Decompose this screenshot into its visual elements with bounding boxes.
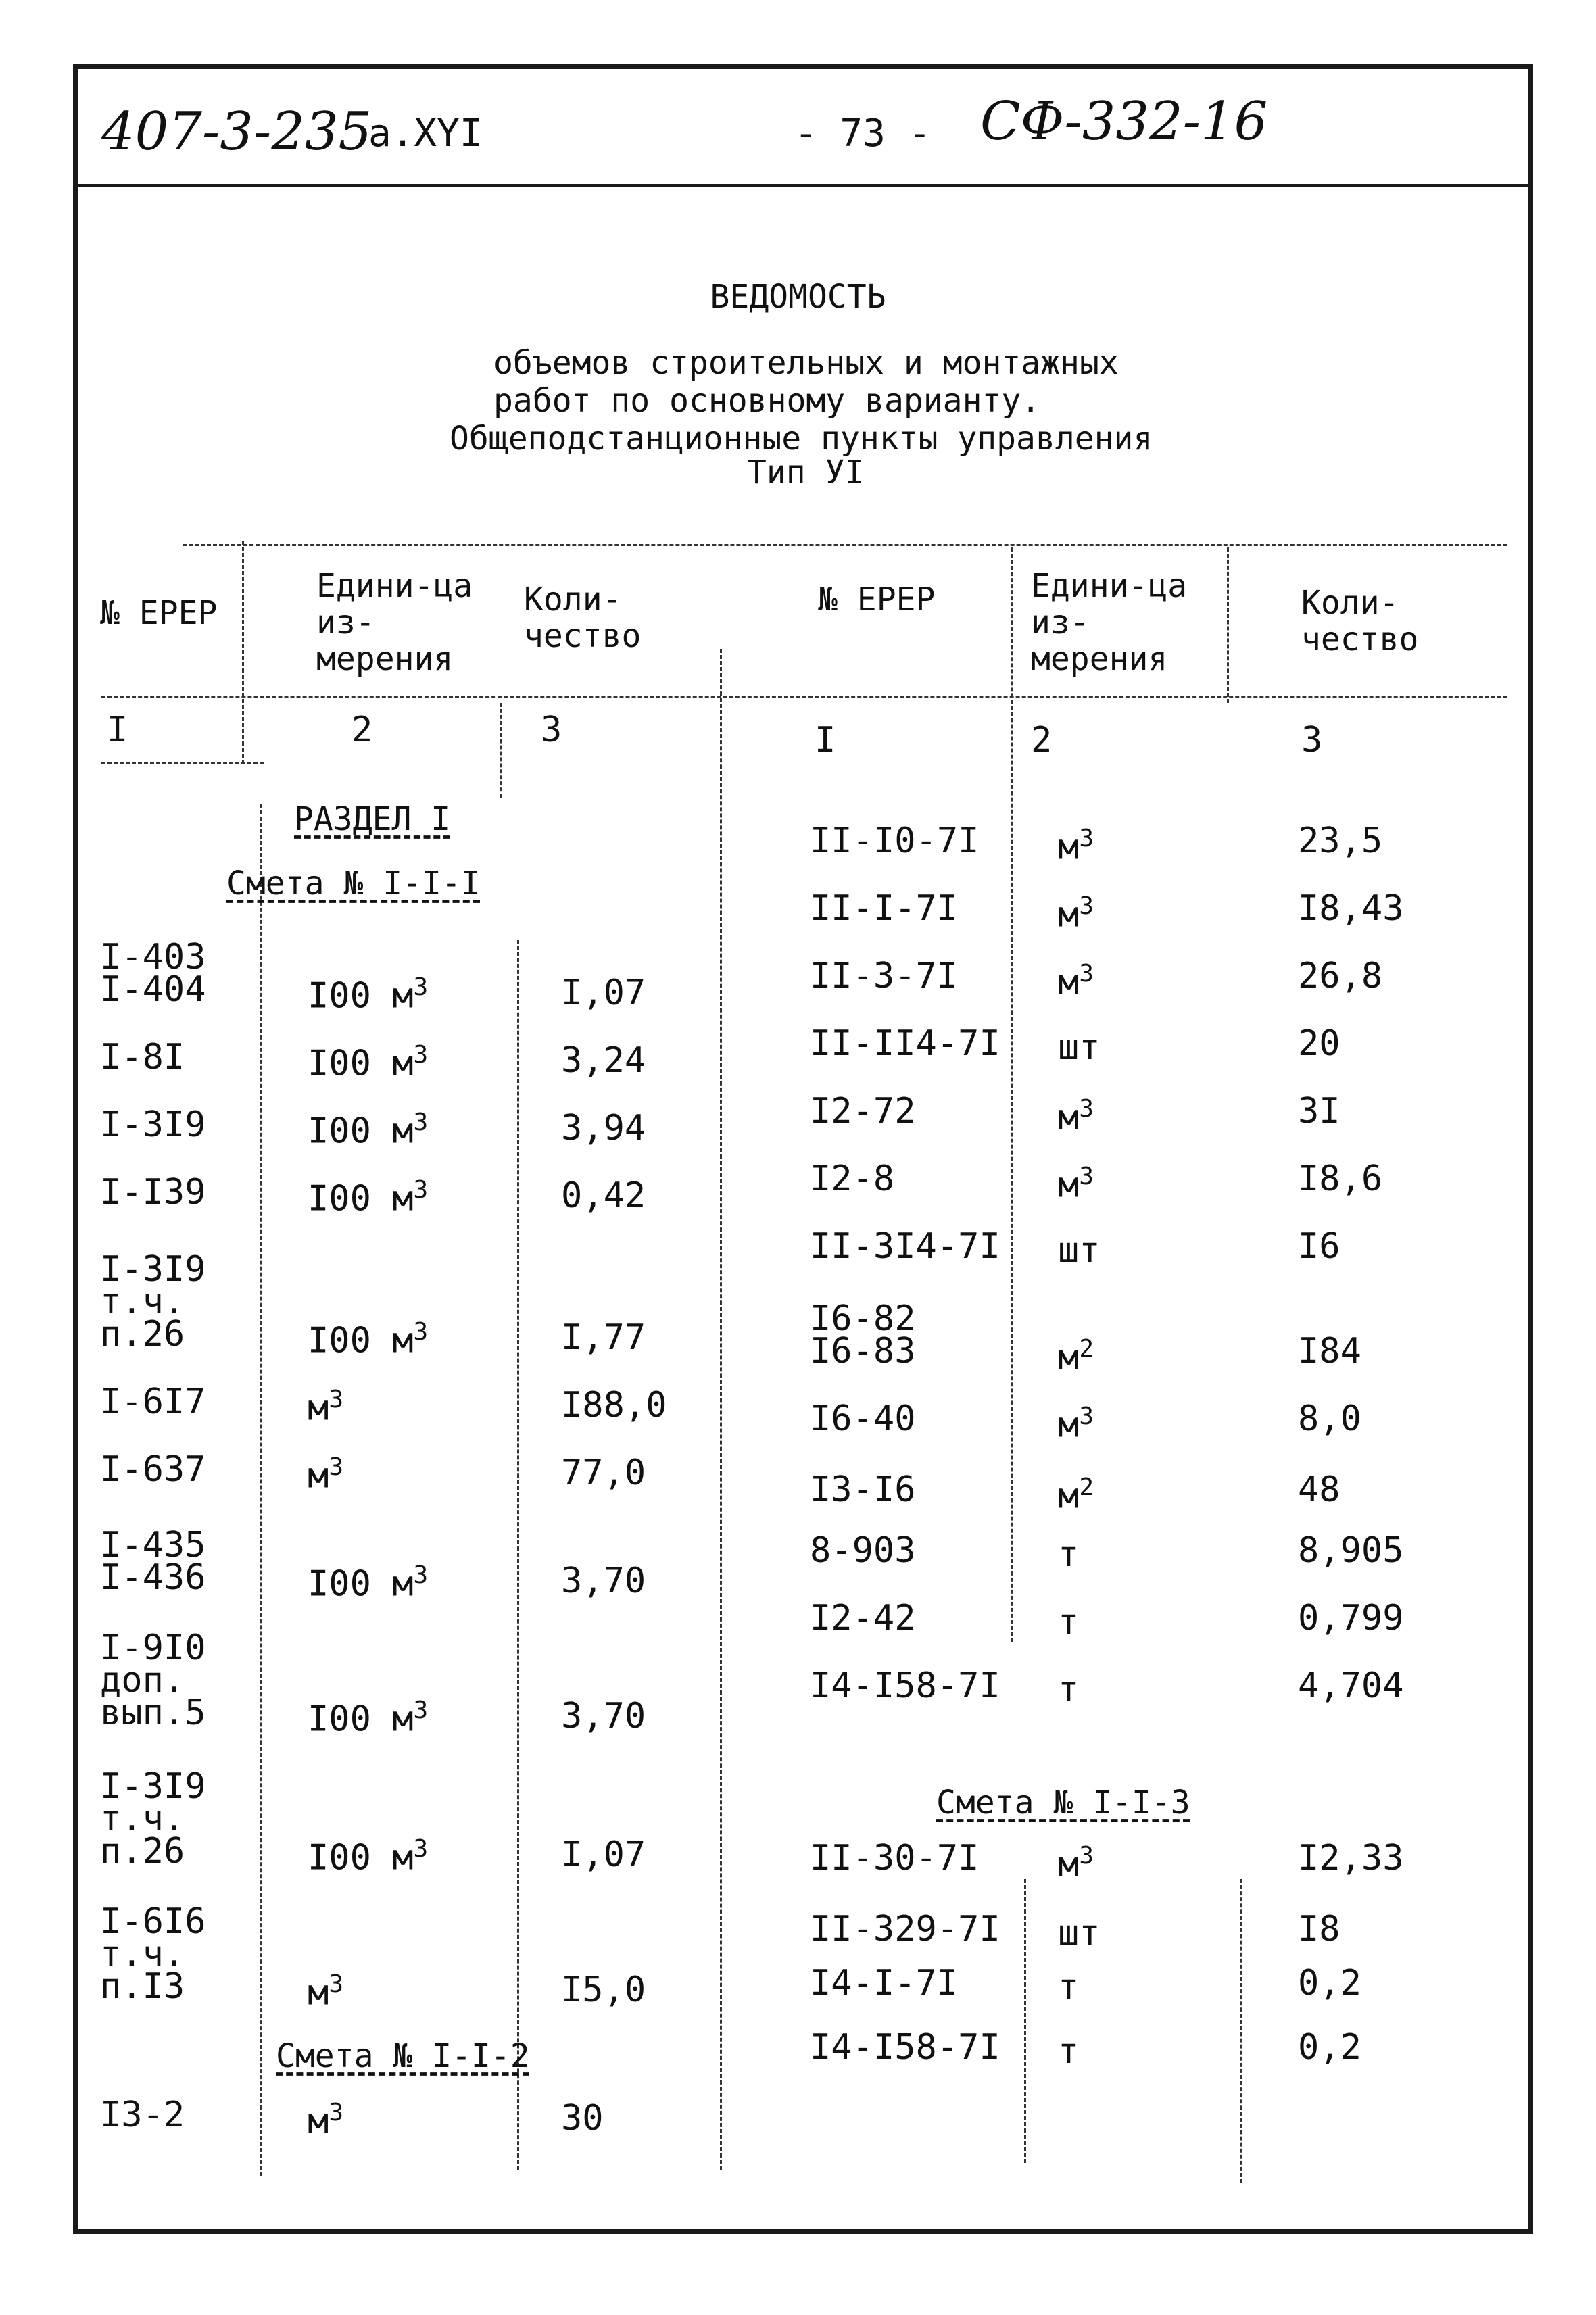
col-header-unit-right: Едини-ца из-мерения	[1031, 567, 1188, 678]
qty-cell: I6	[1298, 1226, 1340, 1267]
col-divider	[242, 541, 244, 764]
unit-exponent: 3	[413, 1697, 429, 1724]
col-number-1-right: I	[815, 720, 836, 760]
col-header-unit: Едини-ца из-мерения	[316, 567, 473, 678]
qty-cell: I2,33	[1298, 1838, 1404, 1878]
qty-cell: I84	[1298, 1331, 1361, 1371]
unit-cell	[1058, 1913, 1101, 1953]
ref-cell: I6-82 I6-83	[810, 1298, 916, 1371]
unit-cell	[308, 1176, 428, 1219]
unit-cell	[1058, 892, 1094, 935]
unit-exponent: 3	[1079, 825, 1094, 852]
unit-text: м	[308, 1455, 329, 1496]
unit-text: I00 м	[308, 1043, 414, 1084]
unit-text: I00 м	[308, 975, 414, 1017]
header-rule	[73, 184, 1533, 187]
ref-cell: I6-40	[810, 1398, 916, 1439]
unit-text: т	[1058, 1534, 1080, 1575]
ref-cell: II-3I4-7I	[810, 1226, 1000, 1267]
unit-cell	[308, 1453, 343, 1496]
unit-text: I00 м	[308, 1320, 414, 1361]
col-number-1: I	[107, 710, 128, 750]
estimate-heading-3: Смета № I-I-3	[936, 1784, 1190, 1822]
unit-cell	[308, 1386, 343, 1428]
qty-cell: 23,5	[1298, 821, 1383, 861]
unit-text: шт	[1058, 1027, 1101, 1068]
unit-cell	[1058, 1670, 1079, 1710]
ref-cell: I2-72	[810, 1091, 916, 1131]
qty-cell: 26,8	[1298, 956, 1383, 996]
unit-text: м	[308, 1388, 329, 1429]
unit-text: м	[1058, 962, 1080, 1003]
qty-cell: 48	[1298, 1469, 1340, 1510]
estimate-heading-1: Смета № I-I-I	[226, 864, 481, 902]
unit-text: м	[1058, 894, 1080, 935]
unit-cell	[308, 973, 428, 1016]
unit-text: I00 м	[308, 1837, 414, 1878]
ref-cell: I4-I-7I	[810, 1963, 959, 2003]
ref-cell: I-403 I-404	[100, 937, 206, 1010]
qty-cell: 20	[1298, 1023, 1340, 1064]
ref-cell: II-I-7I	[810, 888, 959, 929]
unit-exponent: 3	[1079, 1842, 1094, 1870]
unit-exponent: 3	[329, 1386, 343, 1413]
unit-cell	[1058, 1842, 1094, 1884]
unit-text: т	[1058, 1670, 1080, 1710]
ref-cell: II-329-7I	[810, 1909, 1000, 1949]
unit-text: т	[1058, 1602, 1080, 1642]
album-label: а.XYI	[368, 112, 483, 155]
col-divider	[1024, 1879, 1026, 2163]
unit-text: I00 м	[308, 1111, 414, 1152]
unit-text: м	[1058, 1337, 1080, 1378]
unit-exponent: 3	[329, 2099, 343, 2126]
unit-exponent: 3	[413, 1561, 429, 1589]
qty-cell: 0,799	[1298, 1598, 1404, 1638]
unit-text: м	[308, 1972, 329, 2014]
qty-cell: 0,42	[561, 1175, 646, 1216]
column-number-rule	[101, 762, 264, 764]
qty-cell: 0,2	[1298, 2027, 1361, 2068]
col-divider	[500, 703, 502, 798]
qty-cell: 4,704	[1298, 1665, 1404, 1706]
unit-exponent: 2	[1079, 1473, 1094, 1501]
col-divider	[720, 649, 722, 2170]
ref-cell: I-I39	[100, 1172, 206, 1213]
qty-cell: 3I	[1298, 1091, 1340, 1131]
unit-exponent: 3	[413, 1041, 429, 1069]
unit-exponent: 3	[1079, 1163, 1094, 1190]
qty-cell: I8,43	[1298, 888, 1404, 929]
sheet-code: СФ-332-16	[980, 91, 1268, 152]
subtitle-line-3: Общеподстанционные пункты управления	[450, 420, 1153, 458]
unit-cell	[308, 1318, 428, 1361]
ref-cell: II-30-7I	[810, 1838, 980, 1878]
unit-text: шт	[1058, 1230, 1101, 1271]
unit-cell	[1058, 1335, 1094, 1378]
unit-cell	[1058, 2031, 1079, 2072]
unit-cell	[1058, 1534, 1079, 1575]
qty-cell: 3,94	[561, 1108, 646, 1148]
unit-text: I00 м	[308, 1699, 414, 1740]
unit-text: т	[1058, 2031, 1080, 2072]
unit-exponent: 3	[413, 973, 429, 1001]
subtitle-line-1: объемов строительных и монтажных	[493, 344, 1119, 382]
col-header-qty: Коли-чество	[524, 581, 642, 655]
ref-cell: I2-8	[810, 1159, 895, 1199]
qty-cell: 30	[561, 2098, 604, 2139]
unit-exponent: 3	[329, 1970, 343, 1998]
unit-exponent: 3	[413, 1176, 429, 1204]
unit-cell	[308, 1970, 343, 2013]
project-code: 407-3-235	[101, 101, 372, 162]
qty-cell: 77,0	[561, 1453, 646, 1493]
ref-cell: I2-42	[810, 1598, 916, 1638]
unit-cell	[1058, 1403, 1094, 1445]
unit-cell	[1058, 1027, 1101, 1068]
ref-cell: I-6I6 т.ч. п.I3	[100, 1901, 206, 2007]
ref-cell: 8-903	[810, 1530, 916, 1571]
unit-text: шт	[1058, 1913, 1101, 1953]
ref-cell: I-435 I-436	[100, 1525, 206, 1598]
unit-text: т	[1058, 1967, 1080, 2007]
unit-cell	[1058, 825, 1094, 867]
subtitle-line-4: Тип УI	[747, 454, 865, 491]
unit-cell	[1058, 1967, 1079, 2007]
ref-cell: I4-I58-7I	[810, 2027, 1000, 2068]
section-heading: РАЗДЕЛ I	[294, 800, 451, 838]
ref-cell: I4-I58-7I	[810, 1665, 1000, 1706]
unit-cell	[1058, 960, 1094, 1002]
col-divider	[517, 940, 519, 2170]
unit-exponent: 3	[413, 1108, 429, 1136]
unit-text: м	[1058, 827, 1080, 868]
qty-cell: I,07	[561, 973, 646, 1013]
col-divider	[260, 804, 262, 2176]
qty-cell: 3,24	[561, 1040, 646, 1081]
qty-cell: I8	[1298, 1909, 1340, 1949]
unit-text: м	[1058, 1097, 1080, 1138]
unit-exponent: 3	[1079, 892, 1094, 920]
ref-cell: I-8I	[100, 1037, 185, 1077]
ref-cell: I-9I0 доп. вып.5	[100, 1628, 206, 1733]
ref-cell: I3-I6	[810, 1469, 916, 1510]
ref-cell: II-I0-7I	[810, 821, 980, 861]
qty-cell: 3,70	[561, 1696, 646, 1736]
unit-cell	[1058, 1602, 1079, 1642]
ref-cell: II-3-7I	[810, 956, 959, 996]
unit-exponent: 3	[1079, 1403, 1094, 1430]
col-divider	[1240, 1879, 1242, 2183]
column-header-rule	[101, 696, 1507, 698]
col-header-qty-right: Коли-чество	[1301, 584, 1419, 658]
unit-exponent: 3	[413, 1835, 429, 1863]
unit-cell	[308, 1561, 428, 1604]
col-header-ref: № ЕРЕР	[100, 594, 218, 632]
document-title: ВЕДОМОСТЬ	[710, 278, 886, 316]
unit-cell	[308, 1041, 428, 1083]
qty-cell: I5,0	[561, 1970, 646, 2010]
unit-text: м	[1058, 1405, 1080, 1446]
unit-text: м	[1058, 1165, 1080, 1206]
ref-cell: I3-2	[100, 2095, 185, 2135]
col-divider	[1011, 547, 1013, 1642]
ref-cell: I-3I9 т.ч. п.26	[100, 1249, 206, 1355]
unit-exponent: 3	[1079, 960, 1094, 988]
ref-cell: I-3I9	[100, 1104, 206, 1145]
unit-text: м	[308, 2101, 329, 2142]
unit-cell	[308, 1108, 428, 1151]
unit-exponent: 3	[1079, 1095, 1094, 1123]
table-top-rule	[183, 544, 1507, 546]
unit-exponent: 3	[329, 1453, 343, 1481]
unit-exponent: 3	[413, 1318, 429, 1346]
unit-text: I00 м	[308, 1563, 414, 1605]
ref-cell: I-6I7	[100, 1382, 206, 1422]
col-header-ref-right: № ЕРЕР	[818, 581, 936, 618]
col-number-2-right: 2	[1031, 720, 1053, 760]
unit-cell	[1058, 1473, 1094, 1516]
qty-cell: 0,2	[1298, 1963, 1361, 2003]
unit-cell	[1058, 1230, 1101, 1271]
unit-text: I00 м	[308, 1178, 414, 1219]
qty-cell: 3,70	[561, 1561, 646, 1601]
unit-exponent: 2	[1079, 1335, 1094, 1363]
qty-cell: I,77	[561, 1317, 646, 1358]
col-number-2: 2	[352, 710, 373, 750]
unit-cell	[1058, 1095, 1094, 1138]
estimate-heading-2: Смета № I-I-2	[276, 2037, 530, 2075]
unit-cell	[308, 2099, 343, 2141]
qty-cell: I,07	[561, 1834, 646, 1875]
page-number: - 73 -	[794, 112, 932, 155]
ref-cell: I-637	[100, 1449, 206, 1490]
col-divider	[1227, 547, 1229, 703]
unit-cell	[308, 1835, 428, 1878]
qty-cell: I88,0	[561, 1385, 667, 1425]
unit-text: м	[1058, 1476, 1080, 1517]
qty-cell: 8,0	[1298, 1398, 1361, 1439]
qty-cell: 8,905	[1298, 1530, 1404, 1571]
subtitle-line-2: работ по основному варианту.	[493, 382, 1041, 420]
col-number-3: 3	[541, 710, 562, 750]
col-number-3-right: 3	[1301, 720, 1323, 760]
unit-text: м	[1058, 1844, 1080, 1885]
unit-cell	[308, 1697, 428, 1739]
ref-cell: I-3I9 т.ч. п.26	[100, 1766, 206, 1872]
ref-cell: II-II4-7I	[810, 1023, 1000, 1064]
unit-cell	[1058, 1163, 1094, 1205]
qty-cell: I8,6	[1298, 1159, 1383, 1199]
